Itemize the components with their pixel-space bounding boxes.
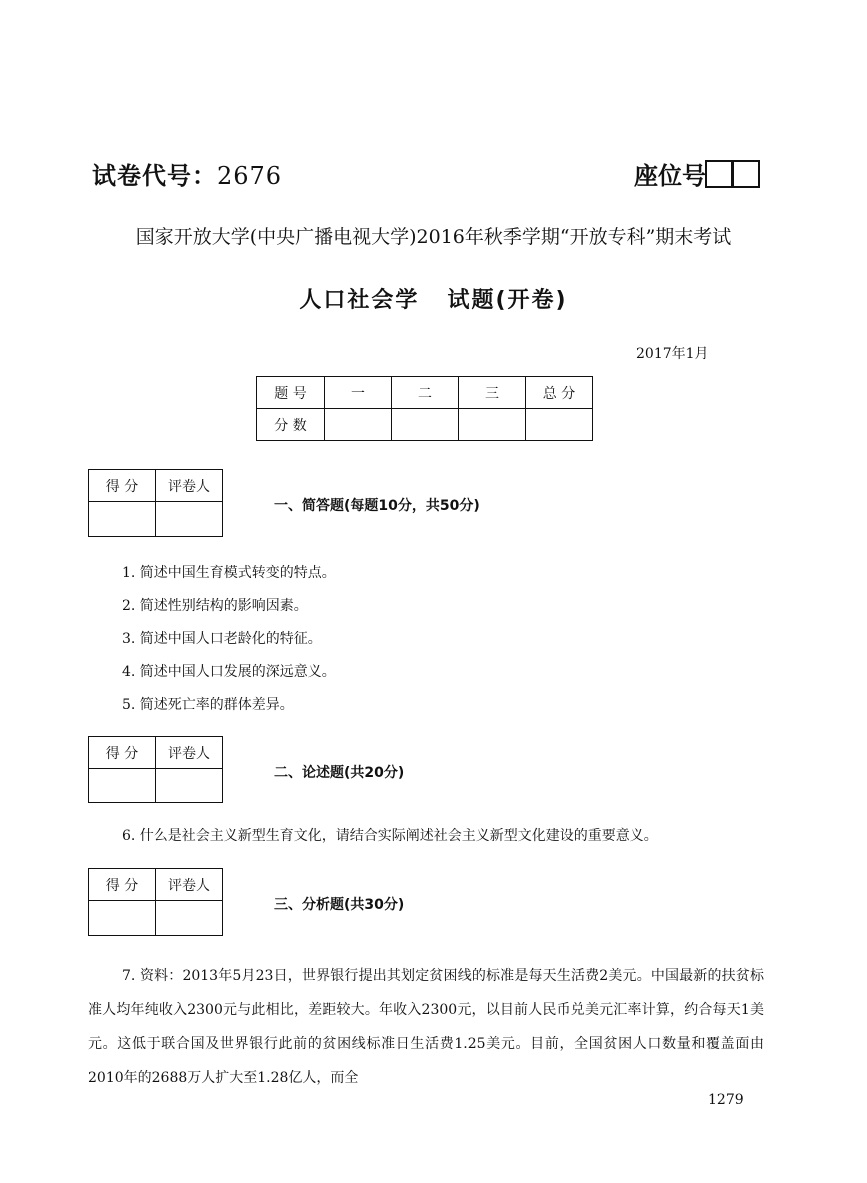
question-5: 5. 简述死亡率的群体差异。 <box>122 697 294 713</box>
grader-box-3 <box>88 868 223 936</box>
score-cell <box>325 409 392 441</box>
grader-score-cell <box>89 901 156 936</box>
grader-name-cell <box>156 502 223 537</box>
paper-type: 试题(开卷) <box>447 288 568 313</box>
score-row-label: 分 数 <box>257 409 325 441</box>
score-header-cell: 一 <box>325 377 392 409</box>
seat-box-2 <box>732 160 760 188</box>
score-table-header-row <box>257 377 593 409</box>
score-header-cell: 三 <box>459 377 526 409</box>
paper-code-label: 试卷代号： <box>92 162 217 190</box>
grader-name-label: 评卷人 <box>156 470 223 502</box>
question-7: 7. 资料：2013年5月23日，世界银行提出其划定贫困线的标准是每天生活费2美元。中国最新的扶贫标准人均年纯收入2300元与此相比，差距较大。年收入2300元，以目前人民币兑美元汇率计算，约合每天1美元。这低于联合国及世界银行此前的贫困线标准日生活费1.25美元。目前，全国贫困人口数量和覆盖面由2010年的2688万人扩大至1.28亿人，而全 <box>88 968 764 1086</box>
grader-box-1 <box>88 469 223 537</box>
score-table-value-row <box>257 409 593 441</box>
score-header-cell: 二 <box>392 377 459 409</box>
grader-score-cell <box>89 769 156 803</box>
question-2: 2. 简述性别结构的影响因素。 <box>122 598 308 614</box>
course-name: 人口社会学 <box>299 288 420 313</box>
exam-title: 国家开放大学(中央广播电视大学)2016年秋季学期“开放专科”期末考试 <box>135 226 732 248</box>
question-4: 4. 简述中国人口发展的深远意义。 <box>122 664 336 680</box>
grader-name-cell <box>156 901 223 936</box>
grader-name-label: 评卷人 <box>156 737 223 769</box>
paper-code-number: 2676 <box>217 162 283 190</box>
section-3-title: 三、分析题(共30分) <box>274 897 405 913</box>
score-cell <box>526 409 593 441</box>
grader-score-cell <box>89 502 156 537</box>
grader-score-label: 得 分 <box>89 470 156 502</box>
grader-score-label: 得 分 <box>89 869 156 901</box>
grader-name-cell <box>156 769 223 803</box>
grader-score-label: 得 分 <box>89 737 156 769</box>
seat-number <box>634 156 760 191</box>
grader-box-2 <box>88 736 223 803</box>
exam-date: 2017年1月 <box>636 346 709 362</box>
question-1: 1. 简述中国生育模式转变的特点。 <box>122 565 336 581</box>
section-1-title: 一、简答题(每题10分，共50分) <box>274 498 480 514</box>
score-header-cell: 总 分 <box>526 377 593 409</box>
seat-box-1 <box>705 160 733 188</box>
score-cell <box>392 409 459 441</box>
paper-code <box>92 156 282 191</box>
question-6: 6. 什么是社会主义新型生育文化，请结合实际阐述社会主义新型文化建设的重要意义。 <box>122 828 658 844</box>
score-header-cell: 题 号 <box>257 377 325 409</box>
score-cell <box>459 409 526 441</box>
page-number: 1279 <box>708 1092 744 1108</box>
section-2-title: 二、论述题(共20分) <box>274 765 405 781</box>
score-table <box>256 376 593 441</box>
course-title <box>0 283 867 314</box>
question-3: 3. 简述中国人口老龄化的特征。 <box>122 631 322 647</box>
seat-label: 座位号 <box>634 162 706 190</box>
grader-name-label: 评卷人 <box>156 869 223 901</box>
